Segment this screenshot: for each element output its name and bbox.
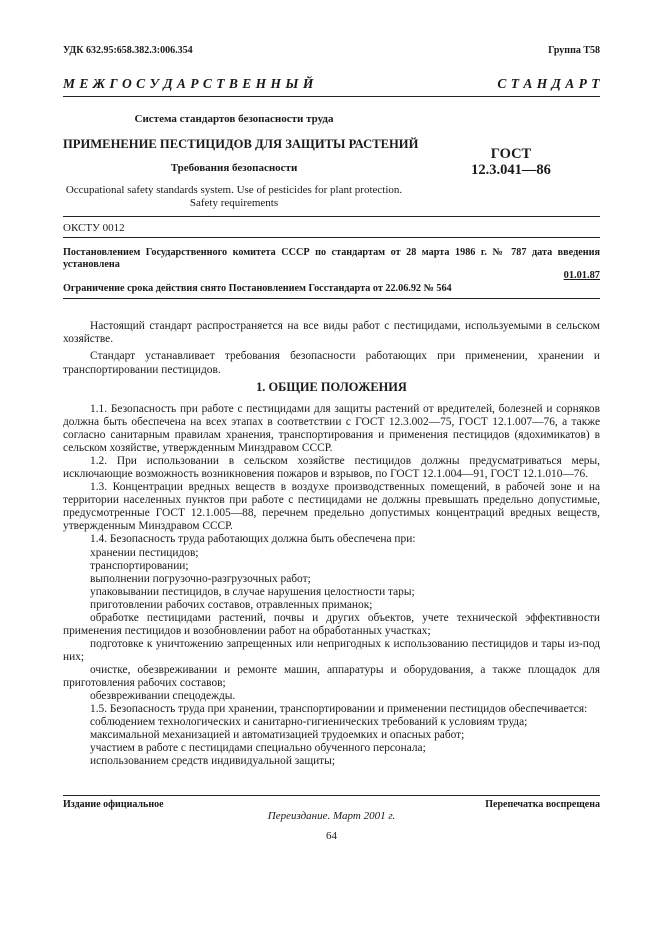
decree-text: Постановлением Государственного комитета СССР по стандартам от 28 марта 1986 г. № 787 дата введения установлена [63,247,600,271]
paragraph-1-3: 1.3. Концентрации вредных веществ в воздухе производственных помещений, в рабочей зоне и на территории населенных пунктов при работе с пестицидами не должны превышать предельно допустимые, предусмотренные ГОСТ 12.1.005—88, перечнем предельно допустимых концентраций вредных веществ, утвержденным Минздравом СССР. [63,481,600,533]
list-item: транспортировании; [90,559,189,572]
okstu-rule [63,237,600,238]
official-edition: Издание официальное [63,799,164,810]
paragraph-1-4: 1.4. Безопасность труда работающих должна быть обеспечена при: [90,533,416,546]
list-item: соблюдением технологических и санитарно-гигиенических требований к условиям труда; [90,716,528,729]
udk-code: УДК 632.95:658.382.3:006.354 [63,45,193,56]
reissue-note: Переиздание. Март 2001 г. [267,810,396,822]
gost-number: 12.3.041—86 [471,162,551,178]
group-code: Группа Т58 [548,45,600,56]
list-item: максимальной механизацией и автоматизацией трудоемких и опасных работ; [90,729,465,742]
limit-removal: Ограничение срока действия снято Постановлением Госстандарта от 22.06.92 № 564 [63,283,452,294]
introduction-date: 01.01.87 [563,270,600,281]
list-item: подготовке к уничтожению запрещенных или непригодных к использованию пестицидов и тары из-под них; [63,637,600,663]
standards-system: Система стандартов безопасности труда [134,113,334,125]
page-number: 64 [326,830,337,842]
decree-rule [63,298,600,299]
list-item: хранении пестицидов; [90,546,199,559]
list-item: использованием средств индивидуальной защиты; [90,755,335,768]
english-title-line1: Occupational safety standards system. Use of pesticides for plant protection. [65,184,403,196]
section-title: 1. ОБЩИЕ ПОЛОЖЕНИЯ [256,380,407,394]
english-title-line2: Safety requirements [189,197,279,209]
okstu-code: ОКСТУ 0012 [63,222,125,234]
document-title: ПРИМЕНЕНИЕ ПЕСТИЦИДОВ ДЛЯ ЗАЩИТЫ РАСТЕНИЙ [63,137,419,151]
list-item: обезвреживании спецодежды. [90,690,236,703]
list-item: очистке, обезвреживании и ремонте машин, аппаратуры и оборудования, а также площадок для приготовления рабочих составов; [63,663,600,689]
header-rule [63,96,600,97]
banner-standart: С Т А Н Д А Р Т [497,76,600,91]
list-item: приготовлении рабочих составов, отравленных приманок; [90,598,373,611]
footer-rule [63,795,600,796]
section-body [63,403,600,768]
gost-label: ГОСТ [490,146,532,162]
intro-paragraph: Стандарт устанавливает требования безопасности работающих при применении, хранении и транспортировании пестицидов. [63,350,600,376]
paragraph-1-1: 1.1. Безопасность при работе с пестицидами для защиты растений от вредителей, болезней и сорняков должна быть обеспечена на всех этапах в соответствии с ГОСТ 12.3.002—75, ГОСТ 12.1.007—76, а также согласно санитарным правилам хранения, транспортирования и применения пестицидов (ядохимикатов) в сельском хозяйстве, утвержденным Минздравом СССР. [63,403,600,455]
intro-paragraph: Настоящий стандарт распространяется на все виды работ с пестицидами, используемыми в сельском хозяйстве. [63,320,600,346]
list-item: обработке пестицидами растений, почвы и других объектов, учете технической эффективности применения пестицидов и возобновлении работ на обработанных участках; [63,611,600,637]
paragraph-1-2: 1.2. При использовании в сельском хозяйстве пестицидов должны предусматриваться меры, исключающие возможность возникновения пожаров и взрывов, по ГОСТ 12.1.004—91, ГОСТ 12.1.010—76. [63,455,600,481]
paragraph-1-5: 1.5. Безопасность труда при хранении, транспортировании и применении пестицидов обеспечивается: [90,703,588,716]
list-item: выполнении погрузочно-разгрузочных работ; [90,572,311,585]
document-subtitle: Требования безопасности [170,162,298,174]
title-rule [63,216,600,217]
list-item: упаковывании пестицидов, в случае нарушения целостности тары; [90,585,415,598]
intro-block [63,320,600,377]
list-item: участием в работе с пестицидами специально обученного персонала; [90,742,426,755]
banner-mezhgos: М Е Ж Г О С У Д А Р С Т В Е Н Н Ы Й [63,76,314,91]
reprint-forbidden: Перепечатка воспрещена [485,799,600,810]
